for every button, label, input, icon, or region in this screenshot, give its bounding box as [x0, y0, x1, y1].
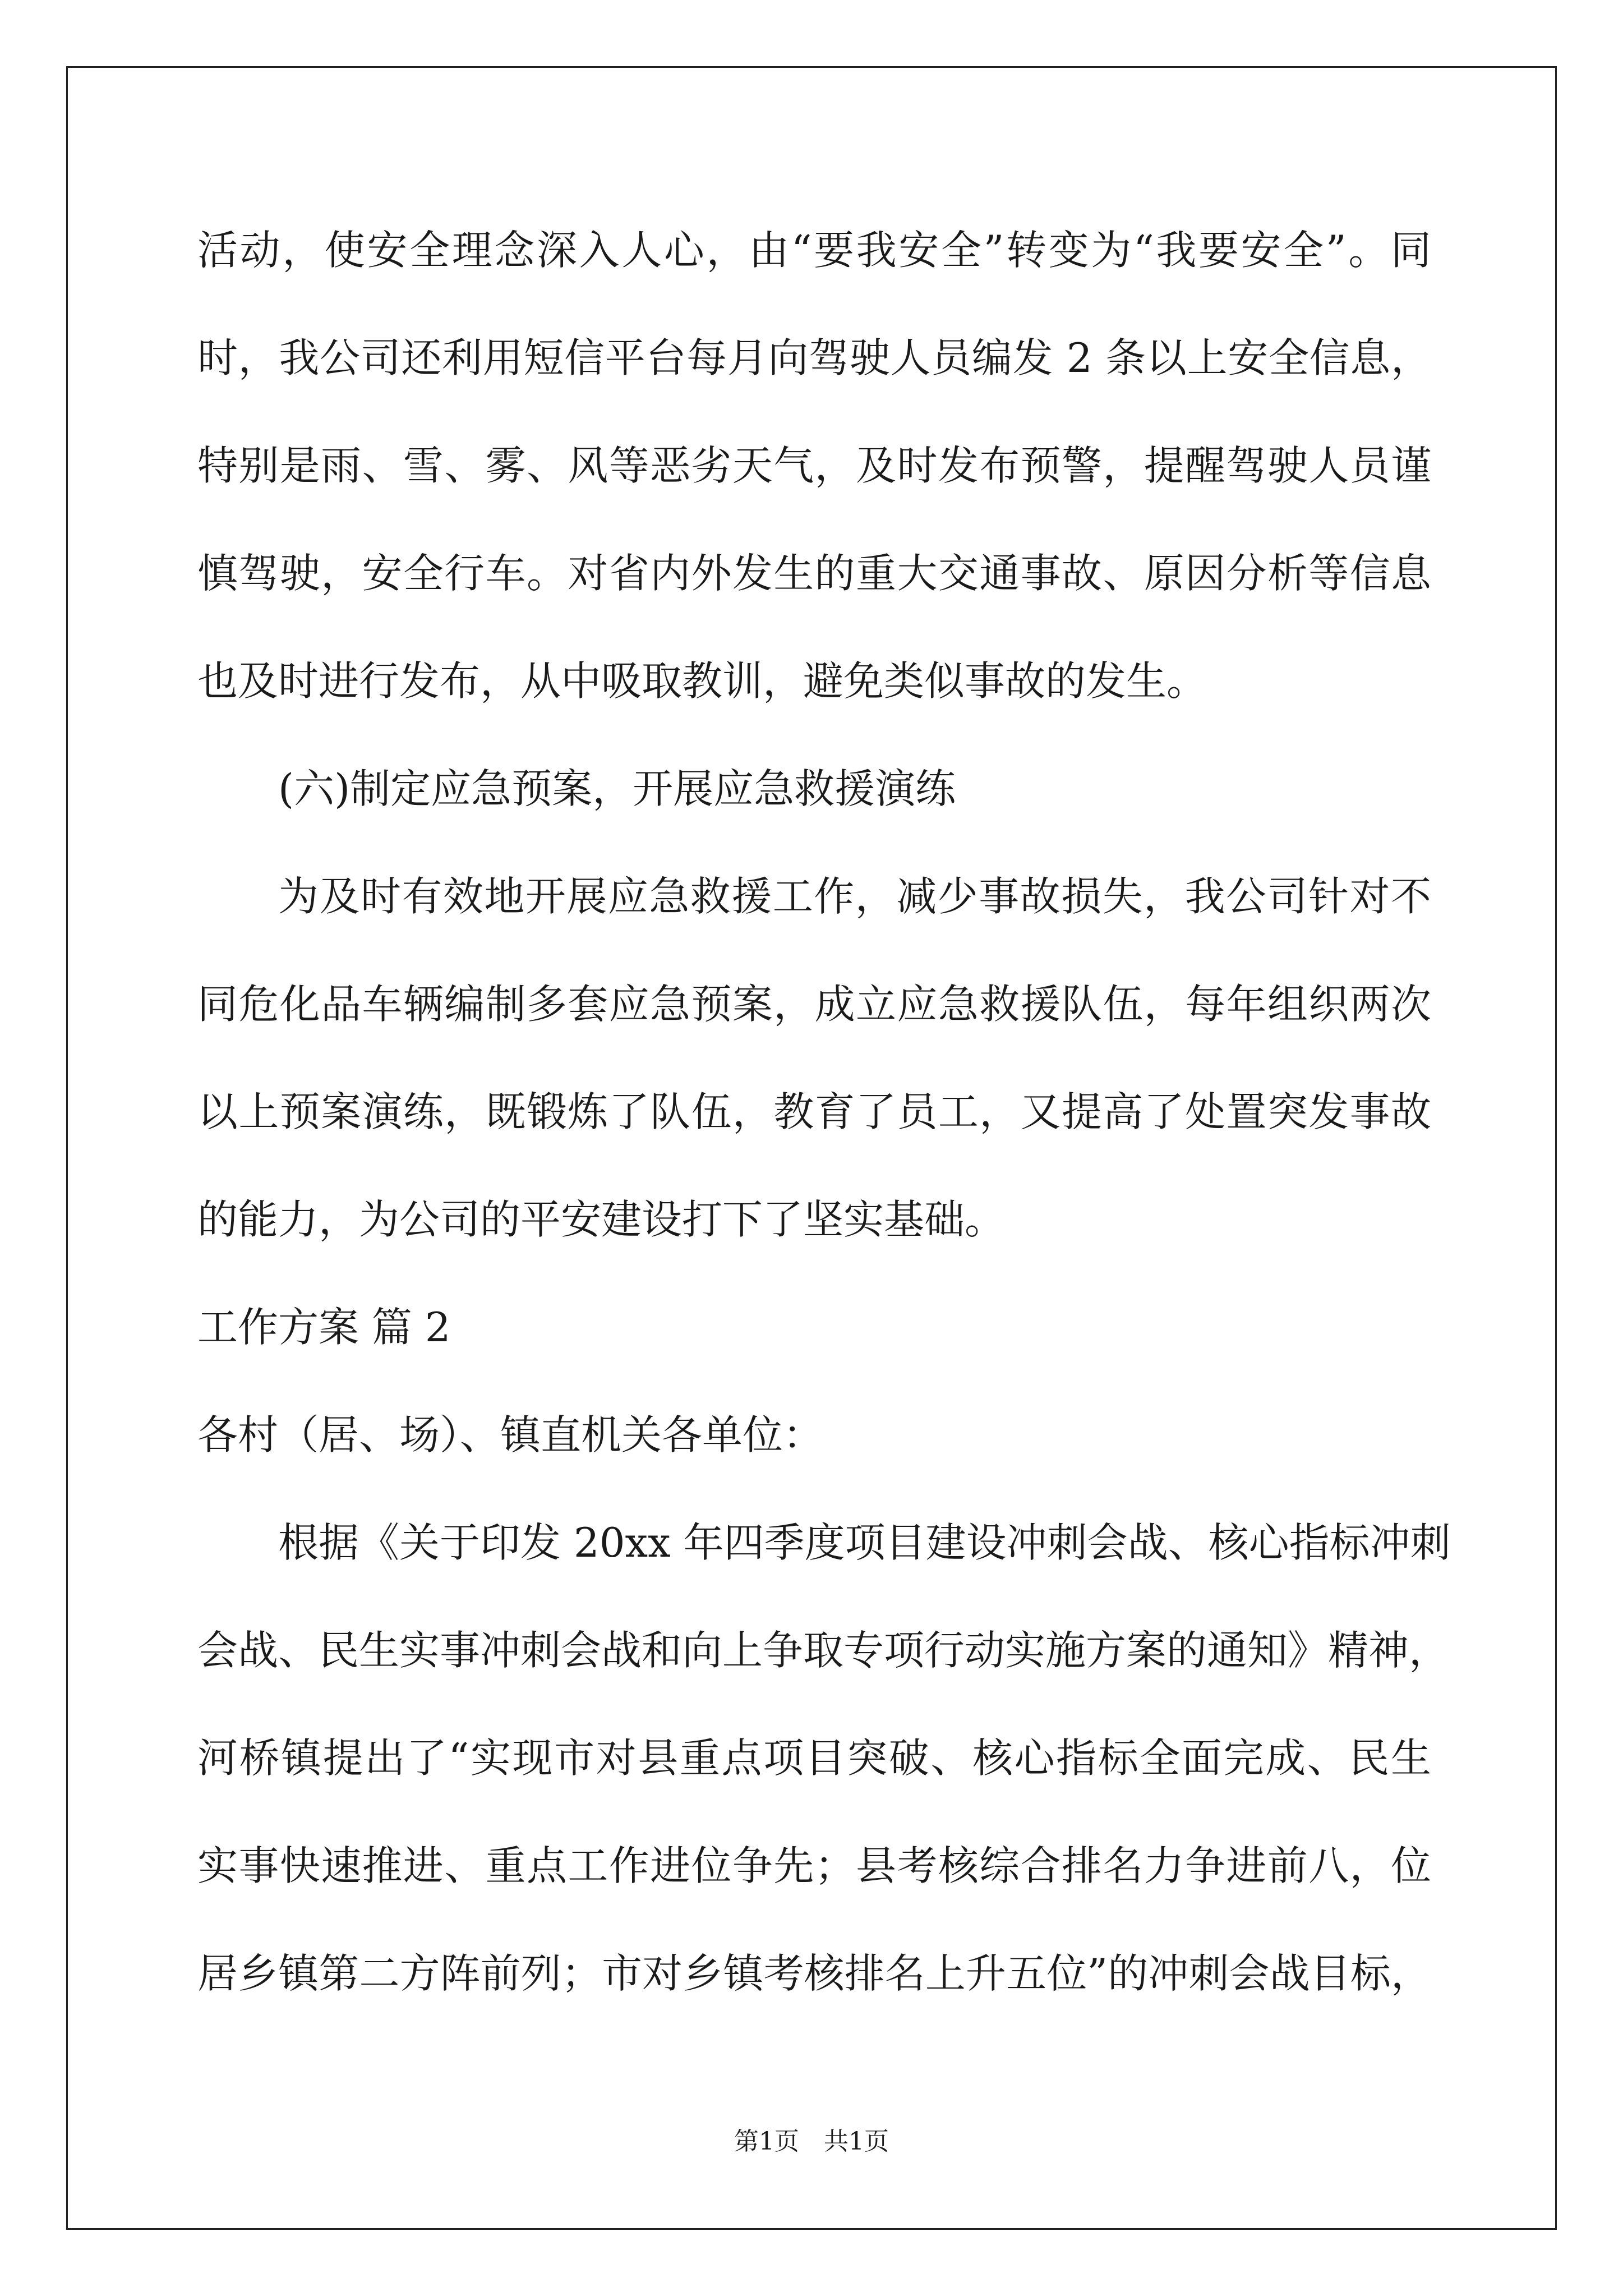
paragraph-line: 河桥镇提出了“实现市对县重点项目突破、核心指标全面完成、民生 — [197, 1734, 1431, 1782]
paragraph-line: 慎驾驶，安全行车。对省内外发生的重大交通事故、原因分析等信息 — [197, 550, 1431, 597]
paragraph-line: 特别是雨、雪、雾、风等恶劣天气，及时发布预警，提醒驾驶人员谨 — [197, 442, 1431, 489]
paragraph-line: 的能力，为公司的平安建设打下了坚实基础。 — [197, 1196, 1006, 1243]
page-footer: 第1页 共1页 — [734, 2127, 889, 2156]
paragraph-line: 也及时进行发布，从中吸取教训，避免类似事故的发生。 — [197, 657, 1207, 705]
paragraph-line: 居乡镇第二方阵前列；市对乡镇考核排名上升五位”的冲刺会战目标， — [197, 1950, 1431, 1997]
paragraph-line: 活动，使安全理念深入人心，由“要我安全”转变为“我要安全”。同 — [197, 227, 1431, 274]
document-heading: 工作方案 篇 2 — [197, 1304, 451, 1351]
section-heading: (六)制定应急预案，开展应急救援演练 — [278, 765, 956, 812]
paragraph-line: 根据《关于印发 20xx 年四季度项目建设冲刺会战、核心指标冲刺 — [278, 1519, 1451, 1566]
paragraph-line: 时，我公司还利用短信平台每月向驾驶人员编发 2 条以上安全信息， — [197, 334, 1431, 381]
paragraph-line: 实事快速推进、重点工作进位争先；县考核综合排名力争进前八，位 — [197, 1842, 1431, 1889]
paragraph-line: 同危化品车辆编制多套应急预案，成立应急救援队伍，每年组织两次 — [197, 981, 1431, 1028]
document-body — [197, 196, 1451, 2027]
paragraph-line: 会战、民生实事冲刺会战和向上争取专项行动实施方案的通知》精神， — [197, 1627, 1450, 1674]
paragraph-line: 为及时有效地开展应急救援工作，减少事故损失，我公司针对不 — [278, 873, 1431, 920]
paragraph-line: 以上预案演练，既锻炼了队伍，教育了员工，又提高了处置突发事故 — [197, 1088, 1431, 1135]
salutation: 各村（居、场）、镇直机关各单位： — [197, 1411, 824, 1458]
